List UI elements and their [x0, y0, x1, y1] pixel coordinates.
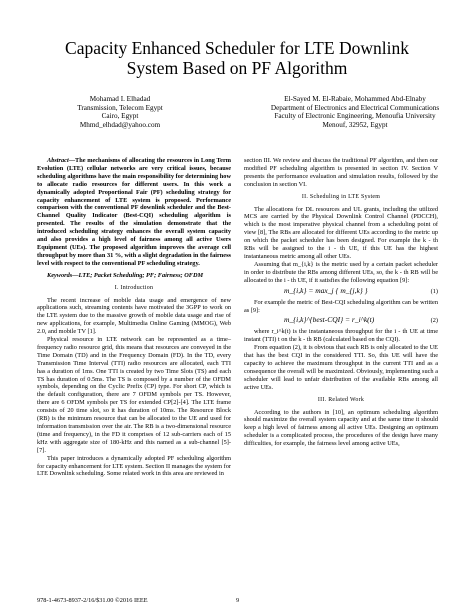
scheduling-paragraph-2: Assuming that m_{i,k} is the metric used by a certain packet scheduler in order to distribute the RBs among different UEs, so, the k - th RB will be allocated to the i - th UE, if it satisfies the following equation [9]: — [244, 260, 438, 284]
equation-1-number: (1) — [430, 287, 438, 295]
abstract — [37, 157, 231, 268]
author-1 — [40, 95, 200, 129]
section-heading-scheduling: II. Scheduling in LTE System — [301, 193, 381, 200]
title-line-1: Capacity Enhanced Scheduler for LTE Downlink — [65, 38, 409, 58]
intro-paragraph-2: Physical resource in LTE network can be represented as a time–frequency radio resource grid, this means that resources are conveyed in the Time Domain (TD) and in the Frequency Domain (FD). In the TD, every Transmission Time Interval (TTI) radio resources are allocated, each TTI has a duration of 1ms. One TTI is created by two Time Slots (TS) and each TS has duration of 0.5ms. The TS is composed by a number of the OFDM symbols, depending on the Cyclic Prefix (CP) type. For short CP, which is the default configuration, there are 7 OFDM symbols per TS. However, there are 6 OFDM symbols per TS for extended CP[2]-[4]. The LTE frame consists of 20 time slot, so it has duration of 10ms. The Resource Block (RB) is the minimum resource that can be allocated to the UE and used for information transmission over the air. The RB is a two-dimensional resource (time and frequency), in the FD it comprises of 12 sub-carriers each of 15 kHz with aggregate size of 180-kHz and this named as a sub-channel [5]- [7]. — [37, 336, 231, 454]
author-block — [0, 95, 474, 155]
section-heading-introduction: I. Introduction — [114, 284, 154, 291]
author-1-org: Transmission, Telecom Egypt — [77, 103, 163, 112]
author-2-city: Menouf, 32952, Egypt — [322, 120, 388, 129]
footer-copyright: 978-1-4673-8937-2/16/$31.00 ©2016 IEEE — [37, 597, 148, 604]
section-heading-related-work: III. Related Work — [317, 396, 365, 403]
equation-1-body: m_{i,k} = max_j { m_{j,k} } — [284, 285, 368, 295]
paper-title — [0, 38, 474, 78]
equation-2-body: m_{i,k}^{best-CQI} = r_i^k(t) — [284, 315, 375, 325]
scheduling-paragraph-4: where r_i^k(t) is the instantaneous throughput for the i - th UE at time instant (TTI) t on the k - th RB (calculated based on the CQI). — [244, 328, 438, 344]
scheduling-paragraph-5: From equation (2), it is obvious that each RB is only allocated to the UE that has the best CQI in the considered TTI. So, this UE will have the capacity to achieve the maximum throughput in the current TTI and as a consequence the overall will be maximized. Obviously, implementing such a scheduler will lead to unfair distribution of the available RBs among all active UEs. — [244, 344, 438, 391]
right-column — [244, 157, 438, 448]
author-2 — [255, 95, 455, 129]
intro-paragraph-3: This paper introduces a dynamically adopted PF scheduling algorithm for capacity enhancement for LTE system. Section II manages the system for LTE Downlink scheduling. Some related work in this area are reviewed in — [37, 454, 231, 478]
scheduling-paragraph-1: The allocations for DL resources and UL grants, including the utilized MCS are carried by the Physical Downlink Control Channel (PDCCH), which is the most imperative physical channel from a scheduling point of view [8], The RBs are allocated for different UEs according to the metric up on which the packet scheduler has been designed. For example the k - th RBs will be assigned to the i - th UE, if this UE has the highest instantaneous metric among all other UEs. — [244, 205, 438, 260]
left-column — [37, 157, 231, 478]
related-work-paragraph-1: According to the authors in [10], an optimum scheduling algorithm should maximize the overall system capacity and at the same time it should keep a high level of fairness among all active UEs. Designing an optimum scheduler is a complicated process, the procedures of the design have many difficulties, for example, the fairness level among active UEs, — [244, 408, 438, 448]
abstract-text: —The mechanisms of allocating the resources in Long Term Evolution (LTE) cellular networks are very critical issues, because scheduling algorithms have the main responsibility for determining how to allocate radio resources for different users. In this work a dynamically adopted Proportional Fair (PF) scheduling strategy for capacity enhancement of LTE system is proposed. Performance comparison with the conventional PF downlink scheduler and the Best- Channel Quality Indicator (Best-CQI) scheduling algorithm is presented. The results of the simulation demonstrate that the introduced scheduling strategy enhances the overall system capacity and also provides a high level of fairness among all active Users Equipment (UEs). The proposed algorithm improves the average cell throughput by more than 31 %, with a slight degradation in the fairness level with respect to the conventional PF scheduling strategy. — [37, 157, 231, 267]
author-2-name: El-Sayed M. El-Rabaie, Mohammed Abd-Elnaby — [284, 95, 426, 103]
abstract-label: Abstract — [47, 157, 69, 164]
page-number: 9 — [236, 597, 240, 604]
author-1-name: Mohamad I. Elhadad — [89, 95, 151, 103]
scheduling-paragraph-3: For example the metric of Best-CQI scheduling algorithm can be written as [9]: — [244, 298, 438, 314]
intro-paragraph-1: The recent increase of mobile data usage and emergence of new applications such, streaming contents have motivated the 3GPP to work on the LTE system due to the massive growth of mobile data usage and rise of new applications, for example, Multimedia Online Gaming (MMOG), Web 2.0, and mobile TV [1]. — [37, 296, 231, 336]
equation-2 — [244, 314, 438, 328]
author-1-email: Mhmd_elhdad@yahoo.com — [79, 120, 161, 129]
equation-1 — [244, 285, 438, 299]
keywords: Keywords—LTE; Packet Scheduling; PF; Fairness; OFDM — [47, 271, 204, 279]
author-2-faculty: Faculty of Electronic Engineering, Menoufia University — [274, 112, 436, 121]
equation-2-number: (2) — [430, 317, 438, 325]
author-1-city: Cairo, Egypt — [101, 112, 139, 121]
author-2-dept: Department of Electronics and Electrical Communications — [270, 103, 440, 112]
right-paragraph-continued: section III. We review and discuss the traditional PF algorithm, and then our modified PF scheduling algorithm is presented in section IV. Section V presents the performance evaluation and simulation results, followed by the conclusion in section VI. — [244, 157, 438, 188]
title-line-2: System Based on PF Algorithm — [126, 58, 348, 78]
